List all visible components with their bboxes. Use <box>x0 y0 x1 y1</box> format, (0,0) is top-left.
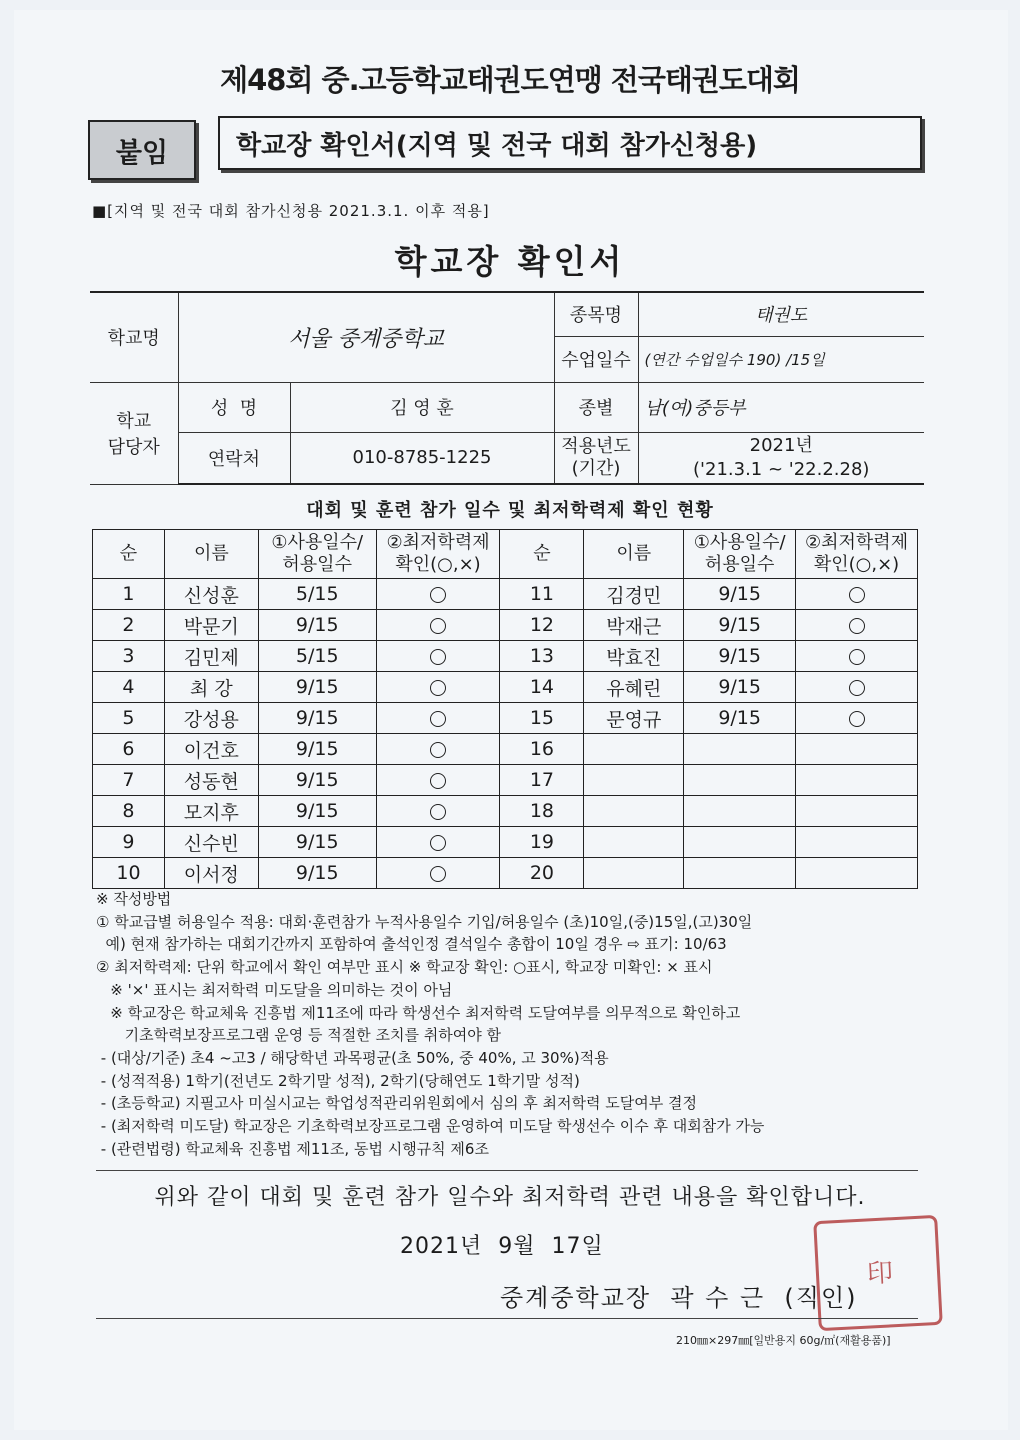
cell-days: 9/15 <box>258 672 376 703</box>
cell-name: 유혜린 <box>584 672 684 703</box>
table-header-row <box>93 530 918 579</box>
cell-no: 2 <box>93 610 165 641</box>
method-line: - (성적적용) 1학기(전년도 2학기말 성적), 2학기(당해연도 1학기말 성적) <box>96 1071 580 1090</box>
cell-name: 강성용 <box>164 703 258 734</box>
min-ability-cell <box>796 579 918 610</box>
cell-no: 15 <box>500 703 584 734</box>
min-ability-cell <box>796 858 918 889</box>
table-row <box>93 610 918 641</box>
method-line: ※ 학교장은 학교체육 진흥법 제11조에 따라 학생선수 최저학력 도달여부를 의무적으로 확인하고 <box>96 1003 741 1022</box>
min-ability-cell <box>796 672 918 703</box>
cell-no: 9 <box>93 827 165 858</box>
cell-no: 3 <box>93 641 165 672</box>
cell-no: 18 <box>500 796 584 827</box>
manager-label-line1: 학교 <box>116 411 152 432</box>
cell-days: 9/15 <box>258 610 376 641</box>
col-min-line1: ②최저학력제 <box>386 532 490 553</box>
name-label: 성 명 <box>178 382 290 432</box>
method-line: - (대상/기준) 초4 ~고3 / 해당학년 과목평균(초 50%, 중 40%, 고 30%)적용 <box>96 1048 609 1067</box>
cell-name: 성동현 <box>164 765 258 796</box>
col-min-line2: 확인(○,×) <box>395 554 481 575</box>
cell-no: 20 <box>500 858 584 889</box>
signer-text: 중계중학교장 곽 수 근 (직인) <box>500 1284 858 1312</box>
cell-name: 박재근 <box>584 610 684 641</box>
method-line: ※ '×' 표시는 최저학력 미도달을 의미하는 것이 아님 <box>96 980 453 999</box>
cell-days <box>684 765 796 796</box>
division-label: 종별 <box>554 382 638 432</box>
division-value: 남(여)중등부 <box>638 382 924 432</box>
cell-name: 신성훈 <box>164 579 258 610</box>
min-ability-cell <box>796 703 918 734</box>
circle-mark <box>849 649 865 665</box>
col-name-2: 이름 <box>584 530 684 579</box>
year-value-line1: 2021년 <box>749 434 813 456</box>
table-row <box>93 858 918 889</box>
cell-name: 이건호 <box>164 734 258 765</box>
manager-label-line2: 담당자 <box>107 437 160 458</box>
contact-label: 연락처 <box>178 432 290 484</box>
divider-bottom <box>96 1318 918 1319</box>
col-days-line1: ①사용일수/ <box>271 532 364 553</box>
method-line: - (초등학교) 지필고사 미실시교는 학업성적관리위원회에서 심의 후 최저학력 도달여부 결정 <box>96 1094 697 1113</box>
circle-mark <box>430 866 446 882</box>
cell-no: 5 <box>93 703 165 734</box>
cell-no: 8 <box>93 796 165 827</box>
cell-days: 9/15 <box>684 610 796 641</box>
attachment-tag: 붙임 <box>88 120 196 180</box>
sport-value: 태권도 <box>638 292 924 336</box>
table-row <box>93 703 918 734</box>
circle-mark <box>430 649 446 665</box>
table-row <box>93 672 918 703</box>
method-title: ※ 작성방법 <box>96 890 172 908</box>
min-ability-cell <box>796 765 918 796</box>
school-value: 서울 중계중학교 <box>178 292 554 382</box>
table-row <box>93 641 918 672</box>
cell-no: 4 <box>93 672 165 703</box>
min-ability-cell <box>376 827 500 858</box>
class-days-value: (연간 수업일수 190) /15일 <box>638 336 924 382</box>
paper-note: 210㎜×297㎜[일반용지 60g/㎡(재활용품)] <box>676 1334 891 1347</box>
cell-days <box>684 796 796 827</box>
min-ability-cell <box>796 641 918 672</box>
cell-no: 19 <box>500 827 584 858</box>
cell-name: 문영규 <box>584 703 684 734</box>
cell-no: 11 <box>500 579 584 610</box>
section-title: 대회 및 훈련 참가 일수 및 최저학력제 확인 현황 <box>306 500 714 521</box>
cell-days <box>684 858 796 889</box>
cell-days: 9/15 <box>258 734 376 765</box>
sport-label: 종목명 <box>554 292 638 336</box>
cell-name: 모지후 <box>164 796 258 827</box>
circle-mark <box>849 711 865 727</box>
col-days-2-line1: ①사용일수/ <box>693 532 786 553</box>
min-ability-cell <box>376 734 500 765</box>
cell-name <box>584 796 684 827</box>
cell-days <box>684 827 796 858</box>
col-min-2-line1: ②최저학력제 <box>805 532 909 553</box>
cell-no: 17 <box>500 765 584 796</box>
method-line: ② 최저학력제: 단위 학교에서 확인 여부만 표시 ※ 학교장 확인: ○표시, 학교장 미확인: × 표시 <box>96 958 713 977</box>
circle-mark <box>430 587 446 603</box>
school-label: 학교명 <box>90 292 178 382</box>
cell-no: 10 <box>93 858 165 889</box>
cell-no: 7 <box>93 765 165 796</box>
circle-mark <box>849 618 865 634</box>
cell-no: 1 <box>93 579 165 610</box>
year-label <box>554 432 638 484</box>
min-ability-cell <box>376 858 500 889</box>
cell-name: 최 강 <box>164 672 258 703</box>
year-value <box>638 432 924 484</box>
cell-no: 6 <box>93 734 165 765</box>
table-row <box>93 765 918 796</box>
note-line: ■[지역 및 전국 대회 참가신청용 2021.3.1. 이후 적용] <box>92 202 490 220</box>
col-no: 순 <box>93 530 165 579</box>
date-text: 2021년 9월 17일 <box>400 1234 604 1259</box>
year-label-line2: (기간) <box>571 457 621 479</box>
min-ability-cell <box>376 765 500 796</box>
min-ability-cell <box>376 641 500 672</box>
cell-name: 박문기 <box>164 610 258 641</box>
col-min-2 <box>796 530 918 579</box>
table-row <box>93 796 918 827</box>
col-days <box>258 530 376 579</box>
name-value: 김 영 훈 <box>290 382 554 432</box>
event-title: 제48회 중.고등학교태권도연맹 전국태권도대회 <box>220 63 800 97</box>
col-days-2-line2: 허용일수 <box>704 554 775 575</box>
col-name: 이름 <box>164 530 258 579</box>
cell-no: 12 <box>500 610 584 641</box>
circle-mark <box>430 804 446 820</box>
cell-no: 16 <box>500 734 584 765</box>
cell-days: 9/15 <box>684 703 796 734</box>
contact-value: 010-8785-1225 <box>290 432 554 484</box>
method-line: - (최저학력 미도달) 학교장은 기초학력보장프로그램 운영하여 미도달 학생선수 이수 후 대회참가 가능 <box>96 1117 765 1136</box>
info-table <box>90 291 924 485</box>
method-line: - (관련법령) 학교체육 진흥법 제11조, 동법 시행규칙 제6조 <box>96 1139 489 1158</box>
circle-mark <box>430 711 446 727</box>
participation-table <box>92 529 918 889</box>
cell-no: 13 <box>500 641 584 672</box>
writing-method <box>96 888 926 1160</box>
cell-name: 김경민 <box>584 579 684 610</box>
circle-mark <box>430 773 446 789</box>
method-line: 기초학력보장프로그램 운영 등 적절한 조치를 취하여야 함 <box>96 1026 501 1045</box>
circle-mark <box>430 618 446 634</box>
cell-days <box>684 734 796 765</box>
circle-mark <box>849 587 865 603</box>
cell-days: 9/15 <box>258 703 376 734</box>
cell-name: 김민제 <box>164 641 258 672</box>
method-line: ① 학교급별 허용일수 적용: 대회·훈련참가 누적사용일수 기입/허용일수 (초)10일,(중)15일,(고)30일 <box>96 912 753 931</box>
min-ability-cell <box>376 610 500 641</box>
cell-name <box>584 858 684 889</box>
divider-top <box>96 1170 918 1171</box>
col-days-line2: 허용일수 <box>282 554 352 575</box>
col-days-2 <box>684 530 796 579</box>
cell-name <box>584 827 684 858</box>
cell-name: 신수빈 <box>164 827 258 858</box>
min-ability-cell <box>796 796 918 827</box>
min-ability-cell <box>376 703 500 734</box>
circle-mark <box>849 680 865 696</box>
official-seal: 印 <box>813 1215 943 1331</box>
subtitle-box: 학교장 확인서(지역 및 전국 대회 참가신청용) <box>218 116 922 170</box>
confirm-text: 위와 같이 대회 및 훈련 참가 일수와 최저학력 관련 내용을 확인합니다. <box>154 1185 866 1210</box>
table-row <box>93 827 918 858</box>
circle-mark <box>430 680 446 696</box>
class-days-label: 수업일수 <box>554 336 638 382</box>
method-line: 예) 현재 참가하는 대회기간까지 포함하여 출석인정 결석일수 총합이 10일 경우 ⇨ 표기: 10/63 <box>96 935 727 954</box>
min-ability-cell <box>796 734 918 765</box>
min-ability-cell <box>376 672 500 703</box>
table-row <box>93 734 918 765</box>
min-ability-cell <box>376 579 500 610</box>
col-no-2: 순 <box>500 530 584 579</box>
cell-days: 9/15 <box>258 858 376 889</box>
cell-name: 이서정 <box>164 858 258 889</box>
table-row <box>93 579 918 610</box>
cell-days: 9/15 <box>684 641 796 672</box>
circle-mark <box>430 835 446 851</box>
min-ability-cell <box>796 610 918 641</box>
min-ability-cell <box>796 827 918 858</box>
document-title: 학교장 확인서 <box>394 242 626 281</box>
cell-days: 5/15 <box>258 579 376 610</box>
cell-days: 9/15 <box>258 765 376 796</box>
min-ability-cell <box>376 796 500 827</box>
cell-days: 5/15 <box>258 641 376 672</box>
cell-days: 9/15 <box>684 579 796 610</box>
circle-mark <box>430 742 446 758</box>
cell-days: 9/15 <box>684 672 796 703</box>
cell-no: 14 <box>500 672 584 703</box>
year-value-line2: ('21.3.1 ~ '22.2.28) <box>693 458 870 480</box>
manager-label <box>90 382 178 484</box>
cell-name <box>584 734 684 765</box>
cell-days: 9/15 <box>258 796 376 827</box>
cell-days: 9/15 <box>258 827 376 858</box>
col-min <box>376 530 500 579</box>
cell-name: 박효진 <box>584 641 684 672</box>
col-min-2-line2: 확인(○,×) <box>813 554 900 575</box>
year-label-line1: 적용년도 <box>561 435 631 457</box>
cell-name <box>584 765 684 796</box>
